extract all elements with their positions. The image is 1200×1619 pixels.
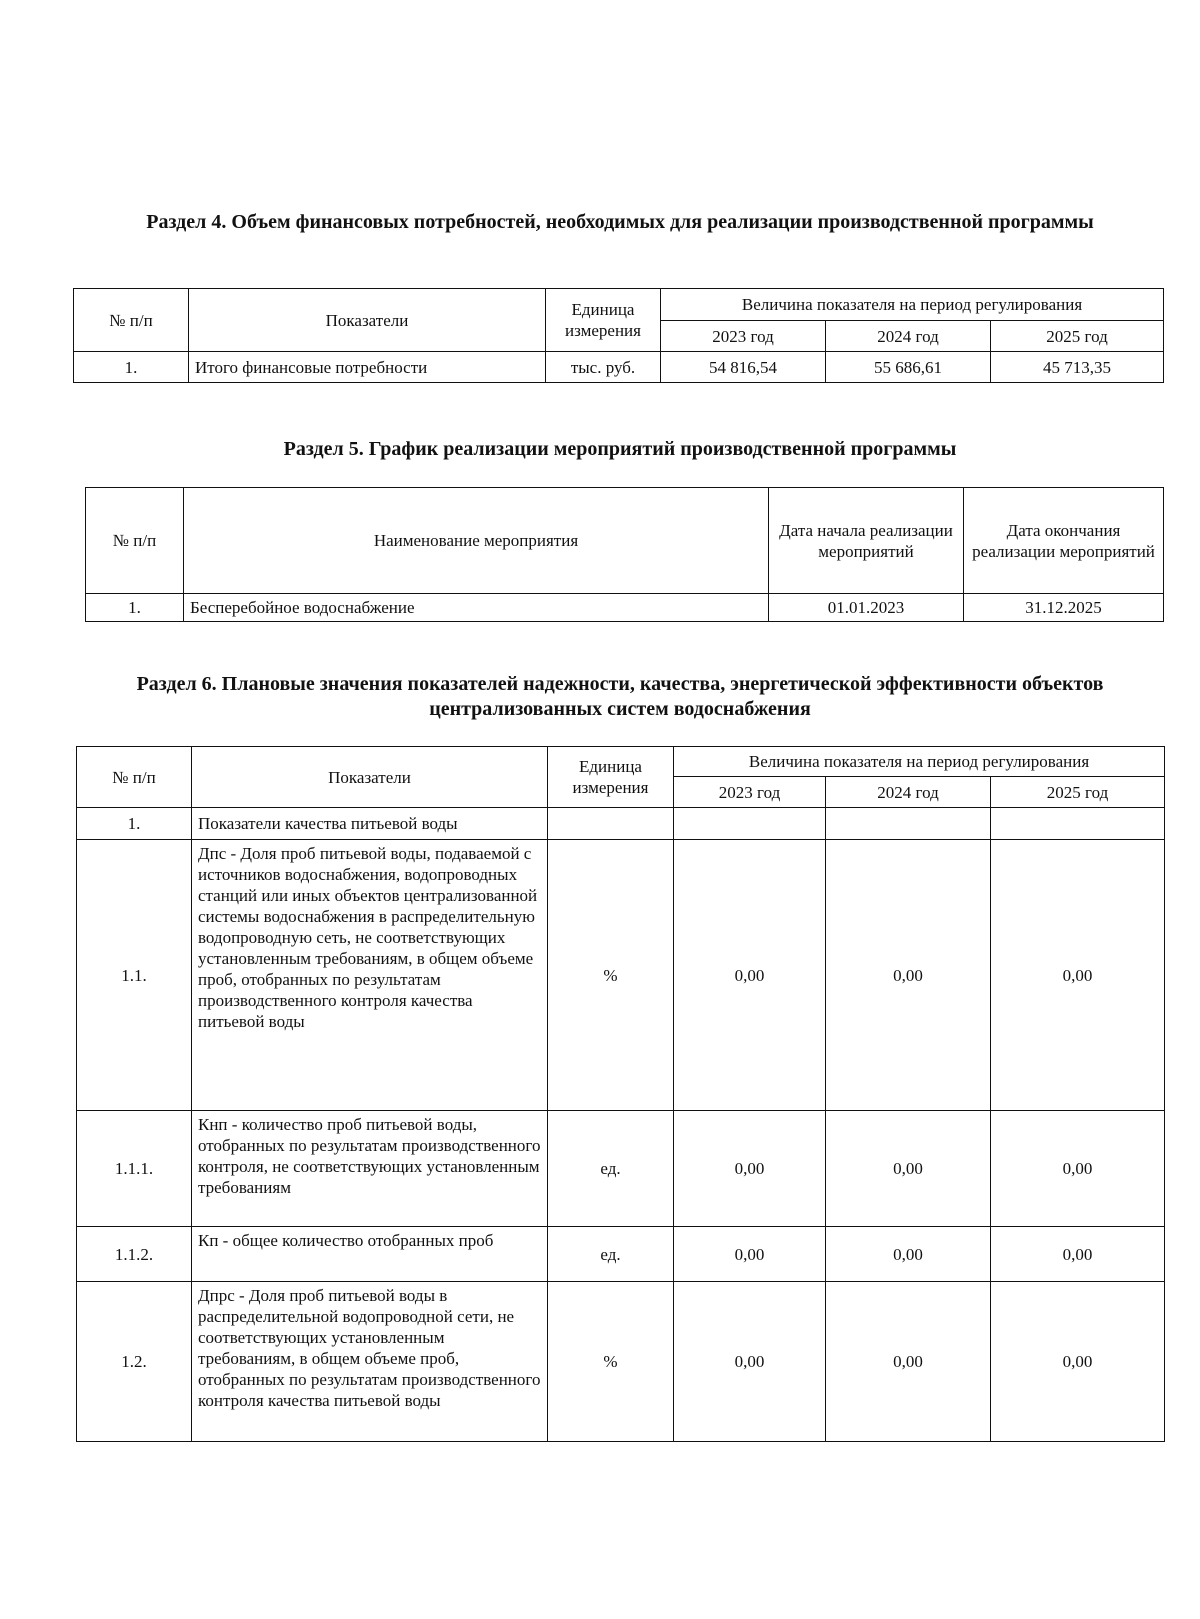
row-value: 0,00 bbox=[991, 1282, 1165, 1442]
row-value bbox=[991, 808, 1165, 840]
row-value: 54 816,54 bbox=[661, 352, 826, 383]
s6-header-year: 2024 год bbox=[826, 777, 991, 808]
row-value: 0,00 bbox=[991, 840, 1165, 1111]
row-name: Показатели качества питьевой воды bbox=[192, 808, 548, 840]
row-value: 0,00 bbox=[991, 1111, 1165, 1227]
table-row bbox=[77, 1111, 1165, 1227]
s4-header-year: 2024 год bbox=[826, 321, 991, 352]
section4-table bbox=[73, 288, 1164, 383]
table-row bbox=[77, 1282, 1165, 1442]
row-name: Дпс - Доля проб питьевой воды, подаваемой с источников водоснабжения, водопроводных станций или иных объектов централизованной системы водоснабжения в распределительную водопроводную сеть, не соответствующих установленным требованиям, в общем объеме проб, отобранных по результатам производственного контроля качества питьевой воды bbox=[192, 840, 548, 1111]
row-value: 0,00 bbox=[826, 1111, 991, 1227]
row-num: 1.1. bbox=[77, 840, 192, 1111]
row-name: Дпрс - Доля проб питьевой воды в распределительной водопроводной сети, не соответствующих установленным требованиям, в общем объеме проб, отобранных по результатам производственного контроля качества питьевой воды bbox=[192, 1282, 548, 1442]
row-num: 1.1.1. bbox=[77, 1111, 192, 1227]
row-num: 1. bbox=[86, 594, 184, 622]
row-unit: ед. bbox=[548, 1111, 674, 1227]
table-row bbox=[77, 1227, 1165, 1282]
row-unit bbox=[548, 808, 674, 840]
row-num: 1.1.2. bbox=[77, 1227, 192, 1282]
row-num: 1. bbox=[77, 808, 192, 840]
row-value: 0,00 bbox=[674, 1282, 826, 1442]
section6-table bbox=[76, 746, 1165, 1442]
row-value bbox=[826, 808, 991, 840]
row-start: 01.01.2023 bbox=[769, 594, 964, 622]
s6-header-indicator: Показатели bbox=[192, 747, 548, 808]
s5-header-name: Наименование мероприятия bbox=[184, 488, 769, 594]
row-num: 1. bbox=[74, 352, 189, 383]
s4-header-indicator: Показатели bbox=[189, 289, 546, 352]
table-row bbox=[77, 808, 1165, 840]
row-unit: % bbox=[548, 1282, 674, 1442]
row-unit: тыс. руб. bbox=[546, 352, 661, 383]
row-value: 0,00 bbox=[826, 1282, 991, 1442]
s5-header-num: № п/п bbox=[86, 488, 184, 594]
s4-header-year: 2023 год bbox=[661, 321, 826, 352]
row-value bbox=[674, 808, 826, 840]
s6-header-year: 2023 год bbox=[674, 777, 826, 808]
s6-header-num: № п/п bbox=[77, 747, 192, 808]
section5-table bbox=[85, 487, 1164, 622]
row-name: Кнп - количество проб питьевой воды, отобранных по результатам производственного контроля, не соответствующих установленным требованиям bbox=[192, 1111, 548, 1227]
section6-title: Раздел 6. Плановые значения показателей надежности, качества, энергетической эффективности объектов централизованных систем водоснабжения bbox=[136, 673, 1104, 720]
row-name: Кп - общее количество отобранных проб bbox=[192, 1227, 548, 1282]
row-value: 0,00 bbox=[826, 840, 991, 1111]
row-num: 1.2. bbox=[77, 1282, 192, 1442]
s4-header-period: Величина показателя на период регулирования bbox=[661, 289, 1164, 321]
s6-header-period: Величина показателя на период регулирования bbox=[674, 747, 1165, 777]
row-value: 0,00 bbox=[826, 1227, 991, 1282]
row-name: Итого финансовые потребности bbox=[189, 352, 546, 383]
table-row bbox=[77, 840, 1165, 1111]
row-value: 0,00 bbox=[674, 840, 826, 1111]
s4-header-num: № п/п bbox=[74, 289, 189, 352]
s4-header-unit: Единица измерения bbox=[546, 289, 661, 352]
s6-header-unit: Единица измерения bbox=[548, 747, 674, 808]
s4-header-year: 2025 год bbox=[991, 321, 1164, 352]
row-value: 0,00 bbox=[674, 1227, 826, 1282]
table-row bbox=[86, 594, 1164, 622]
table-row bbox=[74, 352, 1164, 383]
row-value: 0,00 bbox=[674, 1111, 826, 1227]
row-unit: ед. bbox=[548, 1227, 674, 1282]
section5-title: Раздел 5. График реализации мероприятий производственной программы bbox=[283, 438, 957, 460]
row-end: 31.12.2025 bbox=[964, 594, 1164, 622]
row-value: 45 713,35 bbox=[991, 352, 1164, 383]
section4-title: Раздел 4. Объем финансовых потребностей, необходимых для реализации производственной программы bbox=[146, 211, 1094, 233]
s6-header-year: 2025 год bbox=[991, 777, 1165, 808]
row-unit: % bbox=[548, 840, 674, 1111]
row-name: Бесперебойное водоснабжение bbox=[184, 594, 769, 622]
s5-header-end: Дата окончания реализации мероприятий bbox=[964, 488, 1164, 594]
s5-header-start: Дата начала реализации мероприятий bbox=[769, 488, 964, 594]
row-value: 0,00 bbox=[991, 1227, 1165, 1282]
row-value: 55 686,61 bbox=[826, 352, 991, 383]
